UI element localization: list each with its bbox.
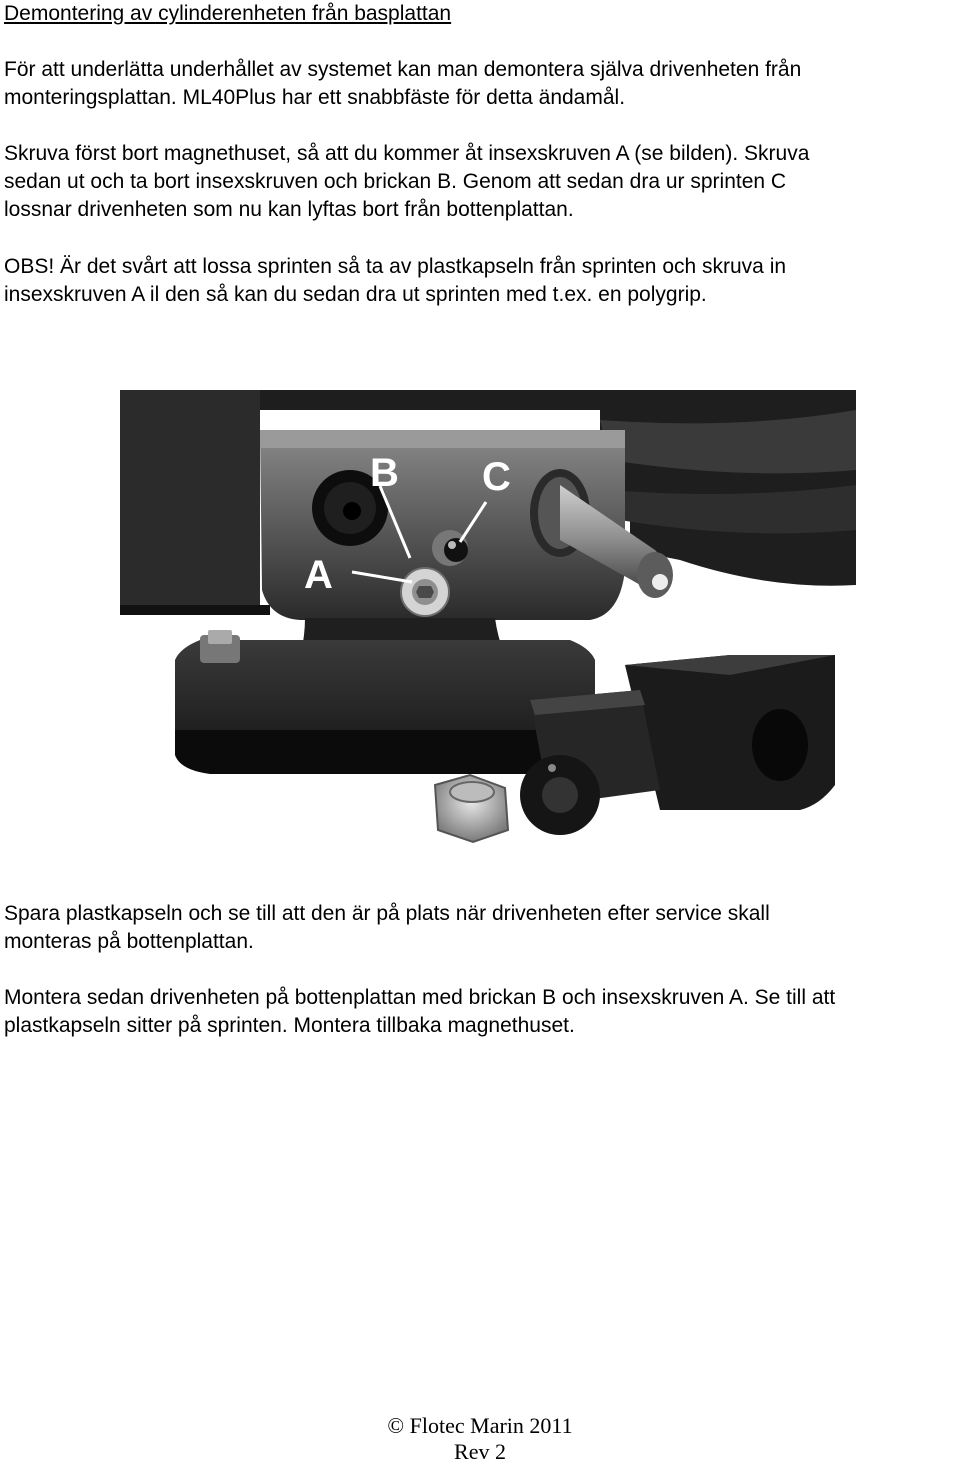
paragraph-instructions: Skruva först bort magnethuset, så att du kommer åt insexskruven A (se bilden). Skruva sedan ut och ta bort insexskruven och brickan B. Genom att sedan dra ur sprinten C lossnar drivenheten som nu kan lyftas bort från bottenplattan. <box>4 142 810 221</box>
label-c: C <box>482 455 511 499</box>
label-b: B <box>370 451 399 495</box>
page-heading: Demontering av cylinderenheten från basplattan <box>4 2 452 25</box>
label-a: A <box>304 553 333 597</box>
paragraph-storage: Spara plastkapseln och se till att den är på plats när drivenheten efter service skall monteras på bottenplattan. <box>4 902 770 953</box>
paragraph-reassembly: Montera sedan drivenheten på bottenplattan med brickan B och insexskruven A. Se till att plastkapseln sitter på sprinten. Montera tillbaka magnethuset. <box>4 986 836 1037</box>
footer-revision: Rev 2 <box>454 1439 506 1464</box>
footer-copyright: © Flotec Marin 2011 <box>387 1413 573 1438</box>
paragraph-note: OBS! Är det svårt att lossa sprinten så ta av plastkapseln från sprinten och skruva in insexskruven A il den så kan du sedan dra ut sprinten med t.ex. en polygrip. <box>4 255 787 306</box>
paragraph-intro: För att underlätta underhållet av systemet kan man demontera själva drivenheten från monteringsplattan. ML40Plus har ett snabbfäste för detta ändamål. <box>4 58 802 109</box>
drive-unit-photo <box>120 390 856 870</box>
